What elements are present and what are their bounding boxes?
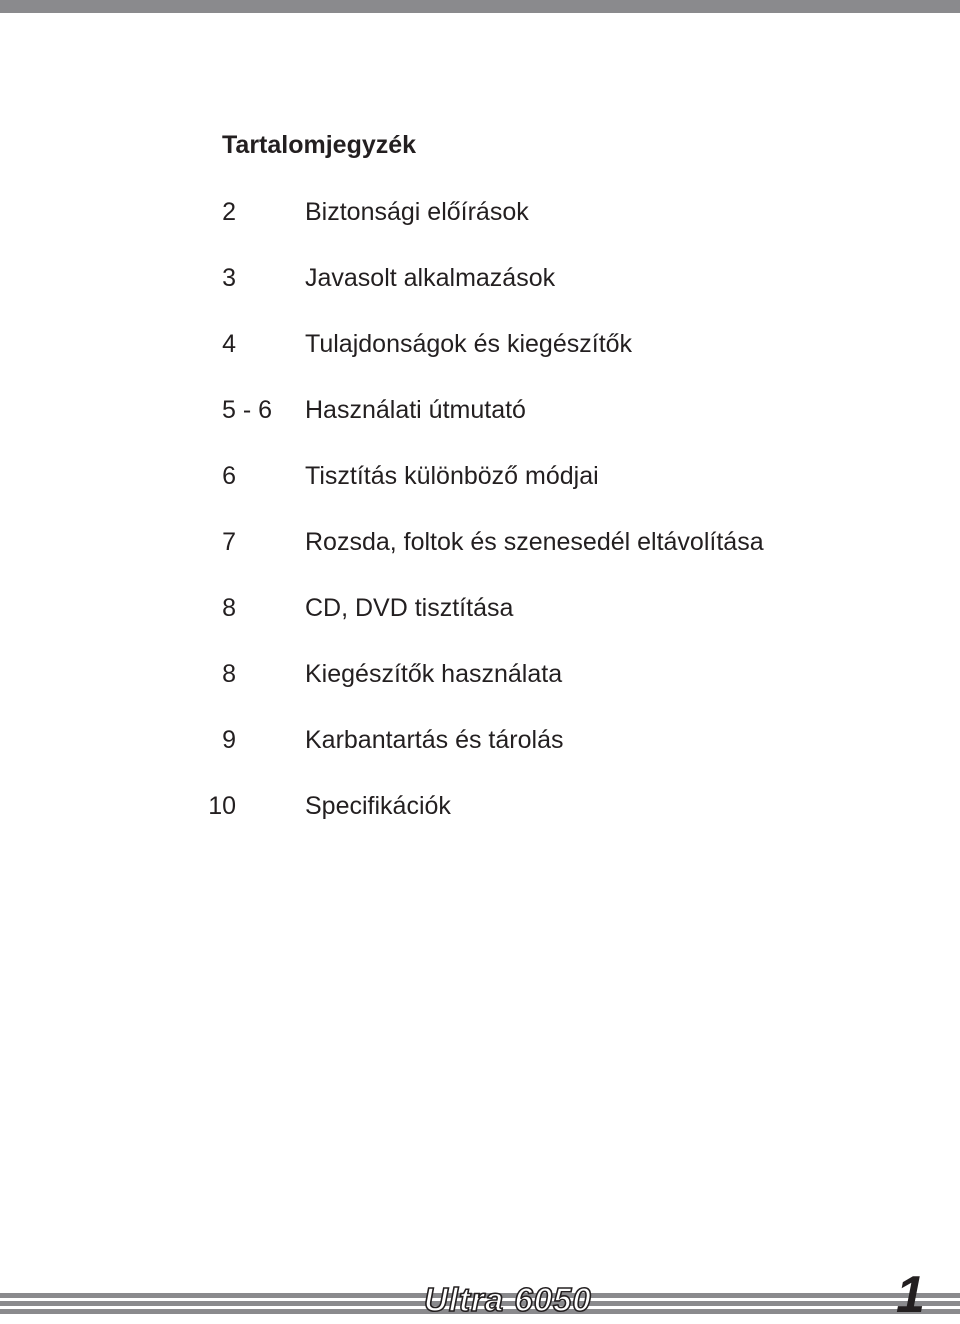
toc-entry (0, 658, 960, 724)
toc-entry (0, 262, 960, 328)
toc-entry (0, 328, 960, 394)
toc-title: Tartalomjegyzék (222, 131, 417, 159)
toc-entry (0, 724, 960, 790)
toc-entry-label: Specifikációk (305, 792, 451, 820)
toc-entry (0, 394, 960, 460)
toc-entry-label: Kiegészítők használata (305, 660, 563, 688)
toc-entry-label: Karbantartás és tárolás (305, 726, 564, 754)
toc-entry-label: Rozsda, foltok és szenesedél eltávolítása (305, 528, 764, 556)
top-decorative-bar (0, 0, 960, 13)
toc-entry-page: 10 (208, 792, 236, 820)
footer-model-name: Ultra 6050 (424, 1281, 592, 1318)
toc-list (0, 196, 960, 856)
toc-entry-page: 3 (222, 264, 236, 292)
toc-entry-label: CD, DVD tisztítása (305, 594, 514, 622)
toc-entry (0, 196, 960, 262)
toc-entry (0, 592, 960, 658)
toc-entry-page: 9 (222, 726, 236, 754)
toc-entry-page: 7 (222, 528, 236, 556)
toc-entry (0, 526, 960, 592)
toc-entry-label: Tulajdonságok és kiegészítők (305, 330, 633, 358)
toc-entry (0, 790, 960, 856)
toc-entry (0, 460, 960, 526)
footer-page-number: 1 (896, 1266, 925, 1324)
toc-entry-label: Javasolt alkalmazások (305, 264, 556, 292)
toc-entry-page: 6 (222, 462, 236, 490)
toc-entry-page: 5 - 6 (222, 396, 273, 424)
toc-entry-label: Tisztítás különböző módjai (305, 462, 599, 490)
toc-entry-page: 2 (222, 198, 236, 226)
toc-entry-label: Használati útmutató (305, 396, 526, 424)
toc-entry-page: 4 (222, 330, 236, 358)
toc-entry-label: Biztonsági előírások (305, 198, 529, 226)
toc-entry-page: 8 (222, 660, 236, 688)
toc-entry-page: 8 (222, 594, 236, 622)
